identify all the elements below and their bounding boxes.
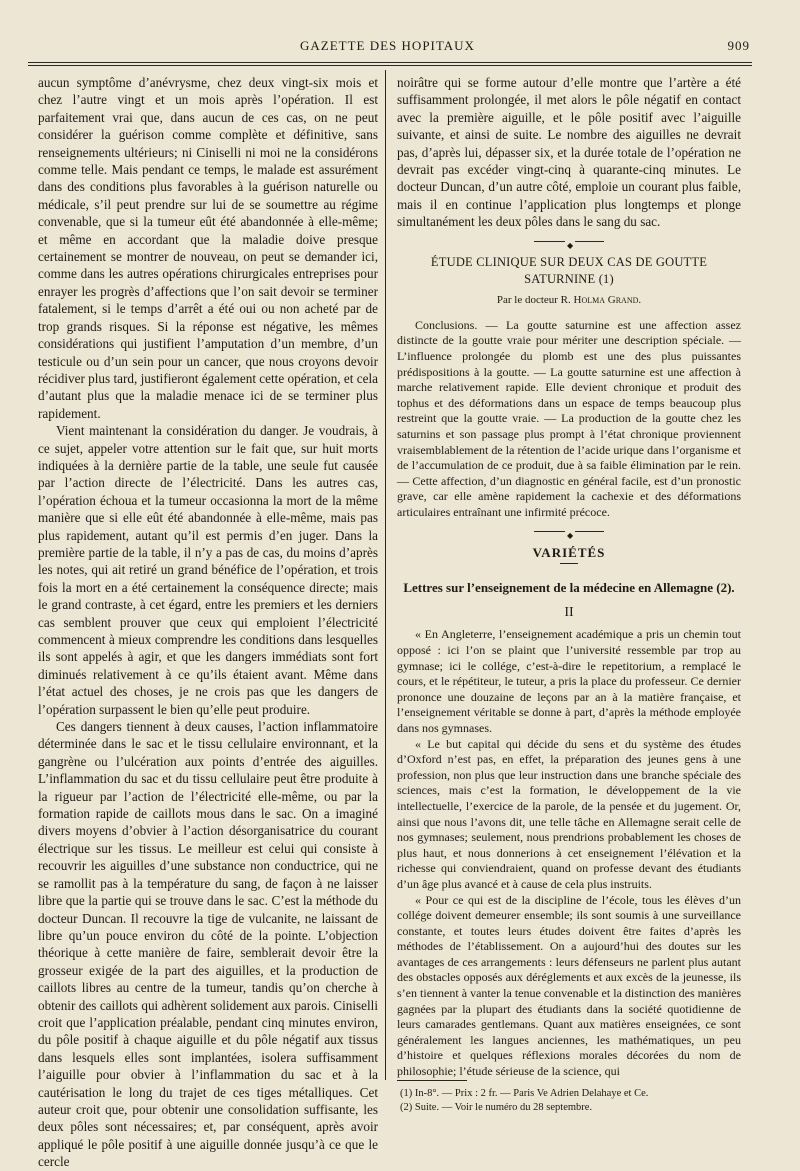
byline-prefix: Par le docteur R. (496, 294, 574, 307)
header-rule (28, 62, 752, 63)
study-byline (397, 292, 741, 309)
column-divider (385, 70, 386, 1080)
page-header (30, 38, 750, 56)
letters-title: Lettres sur l’enseignement de la médecine en Allemagne (2). (403, 580, 735, 595)
footnote: (1) In-8°. — Prix : 2 fr. — Paris Ve Adrien Delahaye et Ce. (400, 1088, 649, 1099)
right-column (397, 74, 741, 1080)
byline-name: Holma Grand (573, 294, 639, 307)
footnote-rule (397, 1080, 467, 1081)
paragraph: noirâtre qui se forme autour d’elle montre que l’artère a été suffisamment prolongée, il met alors le pôle négatif en contact avec la première aiguille, et le pôle positif avec l’aiguille suivante, et ainsi de suite. Le nombre des aiguilles ne devrait pas, d’après lui, dépasser six, et la durée totale de l’opération ne devrait pas excéder vingt-cinq à quarante-cinq minutes. Le docteur Duncan, d’un autre côté, emploie un courant plus faible, mais il en continue l’application plus longtemps et plonge simultanément les deux pôles dans le sang du sac. (397, 75, 741, 230)
title-rule (560, 563, 578, 564)
paragraph: « En Angleterre, l’enseignement académique a pris un chemin tout opposé : ici l’on se plaint que l’université ressemble par trop au gymnase; ici le collége, c’est-à-dire le repetitorium, a remplacé le cours, et le répétiteur, le tuteur, a pris la place du professeur. Ce dernier prononce une douzaine de leçons par an à la matière française, et l’enseignement véritable se donne à part, d’après la méthode employée dans nos gymnases. (397, 627, 741, 735)
study-title: ÉTUDE CLINIQUE SUR DEUX CAS DE GOUTTE SATURNINE (1) (430, 254, 708, 287)
paragraph: Ces dangers tiennent à deux causes, l’action inflammatoire déterminée dans le sac et le tissu cellulaire environnant, et la gangrène ou l’ulcération aux points d’entrée des aiguilles. L’inflammation du sac et du tissu cellulaire peut être produite à la rigueur par l’action de l’électricité elle-même, ou par la formation rapide de caillots mous dans le sac. On a imaginé divers moyens d’obvier à l’action désorganisatrice du courant électrique sur les tissus. Le meilleur est celui qui consiste à recouvrir les aiguilles d’une substance non conductrice, qui ne se ramollit pas à la température du sang, de façon à ne laisser libre que la partie qui se trouve dans le sac. C’est la méthode du docteur Duncan. Il recouvre la tige de vulcanite, ne laissant de libre qu’un pouce environ du côté de la pointe. L’objection théorique à cette manière de faire, semblerait devoir être la grosseur exigée de la part des aiguilles, et la production de caillots libres au centre de la tumeur, tandis qu’on cherche à obtenir des caillots qui adhèrent solidement aux parois. Ciniselli croit que l’application préalable, pendant cinq minutes environ, du pôle positif à chaque aiguille et du pôle négatif aux tissus dans lesquels elles sont implantées, isolera suffisamment l’aiguille pour obvier à l’inflammation du sac et à la cautérisation le long du trajet de ces tiges métalliques. Cet auteur croit que, pour obtenir une consolidation suffisante, les deux pôles sont nécessaires; et, par conséquent, après avoir appliqué le pôle positif à une aiguille donnée jusqu’à ce que le cercle (38, 719, 378, 1170)
varietes-title: VARIÉTÉS (532, 544, 606, 560)
paragraph: aucun symptôme d’anévrysme, chez deux vingt-six mois et chez l’autre vingt et un mois après l’opération. Il est parfaitement vrai que, dans aucun de ces cas, on ne peut considérer la guérison comme complète et définitive, sans renseignements ultérieurs; ni Ciniselli ni moi ne la considérons comme telle. Mais pendant ce temps, le malade est assurément dans des conditions plus favorables à la guérison naturelle ou médicale, s’il peut prendre sur lui de se soumettre au régime convenable, que si la tumeur eût été abandonnée à elle-même; et même en accordant que la maladie doive presque certainement se montrer de nouveau, on peut se demander ici, comme dans les autres opérations chirurgicales entreprises pour enrayer les progrès d’affections que l’on sait devoir se terminer fatalement, si le temps d’arrêt a été oui ou non acheté par de trop grands risques. Si la réponse est négative, les mêmes considérations qui justifient l’amputation d’un membre, d’un testicule ou d’un sein pour un cancer, que nous croyons devoir récidiver plus tard, justifieront également cette opération, et cela d’autant plus que la maladie menace ici de se terminer plus rapidement. (38, 75, 378, 421)
section-separator: ◆ (534, 241, 604, 242)
byline-suffix: . (638, 294, 642, 307)
footnotes (400, 1087, 740, 1115)
paragraph: Vient maintenant la considération du danger. Je voudrais, à ce sujet, appeler votre attention sur le fait que, sur huit morts indiquées à la dernière partie de la table, une seule fut causée par l’action directe de l’électricité. Dans les autres cas, l’opération échoua et la tumeur occasionna la mort de la même manière que si elle eût été abandonnée à elle-même, mais pas plus rapidement, autant qu’il est permis d’en juger. Dans la première partie de la table, il n’y a pas de cas, du moins d’après les notes, qui ait retiré un grand bénéfice de l’opération, et trois fois la mort en a été certainement la conséquence directe; mais le grand contraste, à cet égard, entre les premiers et les derniers cas semblent prouver que ceux qui emploient l’électricité commencent à mieux comprendre les conditions dans lesquelles ils sont appelés à agir, et que les dangers immédiats sont fort diminués relativement à ce qu’ils étaient avant. Même dans l’état actuel des choses, je ne crois pas que les dangers de l’opération surpassent le bien qu’elle peut produire. (38, 423, 378, 717)
footnote: (2) Suite. — Voir le numéro du 28 septembre. (400, 1102, 593, 1113)
paragraph: « Le but capital qui décide du sens et du système des études d’Oxford n’est pas, en effet, la préparation des jeunes gens à une profession, non plus que leur instruction dans une branche spéciale des sciences, mais c’est la formation, le développement de la vie intellectuelle, l’exercice de la parole, de la pensée et du jugement. Or, ainsi que nous l’avons dit, une telle tâche en Allemagne serait celle de nos gymnases; seulement, nous prendrions probablement les choses de plus haut, et nous donnerions à cet enseignement l’élévation et la richesse qui conviendraient, quand on professe devant des étudiants d’un âge plus avancé et à cause de cela plus instruits. (397, 736, 741, 891)
journal-title: GAZETTE DES HOPITAUX (300, 38, 475, 53)
header-rule-double (28, 65, 752, 66)
letter-number: II (564, 605, 574, 620)
paragraph: « Pour ce qui est de la discipline de l’école, tous les élèves d’un collége doivent demeurer ensemble; ils sont soumis à une surveillance constante, et toutes leurs études doivent être faites d’après les méthodes de l’établissement. On a aujourd’hui des doutes sur les avantages de ces arrangements : leurs défenseurs ne parlent plus autant des obstacles opposés aux déréglements et aux excès de la jeunesse, ils s’en tiennent à vanter la tenue convenable et la distinction des manières gagnées par la plupart des étudiants dans la société quotidienne de leurs camarades gentlemans. Quant aux matières enseignées, ce sont généralement les langues anciennes, les mathématiques, un peu d’histoire et quelques réflexions morales décorées du nom de philosophie; l’étude sérieuse de la science, qui (397, 892, 741, 1079)
left-column (38, 74, 378, 1171)
section-separator: ◆ (534, 531, 604, 532)
study-conclusions: Conclusions. — La goutte saturnine est une affection assez distincte de la goutte vraie pour mériter une description spéciale. — L’influence prolongée du plomb est une des plus puissantes prédispositions à la goutte. — La goutte saturnine est une affection à marche relativement rapide. Elle devient chronique et produit des tophus et des déformations dans un espace de temps beaucoup plus restreint que la goutte vraie. — La production de la goutte chez les saturnins et son passage plus prompt à l’état chronique proviennent vraisemblablement de la rétention de l’acide urique dans l’organisme et de l’accumulation de ce produit, due à sa faible élimination par le rein. — Cette affection, d’un diagnostic en général facile, est d’un pronostic grave, car elle amène rapidement la cachexie et des déformations articulaires entraînant une infirmité précoce. (397, 317, 741, 519)
page-number: 909 (727, 38, 750, 53)
